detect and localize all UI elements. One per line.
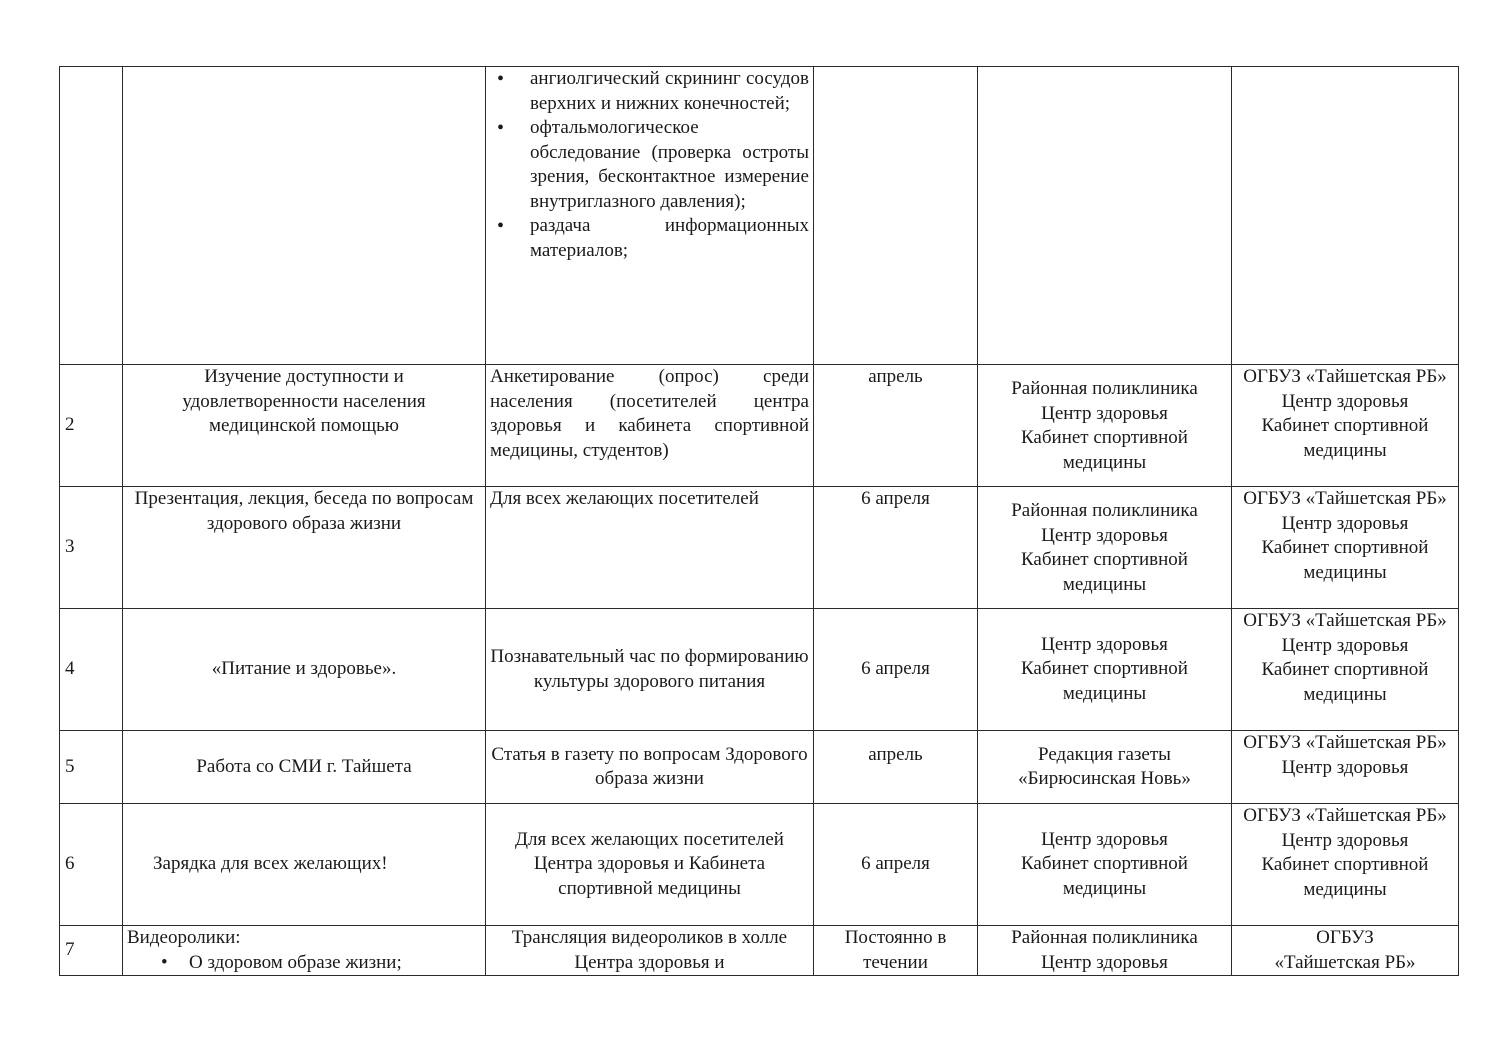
place-line: Районная поликлиника (1011, 378, 1198, 399)
responsible-line: Кабинет спортивной медицины (1261, 415, 1429, 461)
place-line: «Бирюсинская Новь» (1018, 768, 1191, 789)
date-cell: Постоянно в течении (814, 926, 978, 976)
table-row (60, 926, 1459, 976)
responsible-line: Кабинет спортивной медицины (1261, 659, 1429, 705)
responsible-cell (1232, 804, 1459, 926)
table-row (60, 609, 1459, 731)
date-cell: 6 апреля (814, 804, 978, 926)
table-row (60, 804, 1459, 926)
responsible-cell (1232, 609, 1459, 731)
event-plan-table (59, 66, 1459, 976)
content-cell: Трансляция видеороликов в холле Центра здоровья и (486, 926, 814, 976)
content-cell: Анкетирование (опрос) среди населения (посетителей центра здоровья и кабинета спортивной медицины, студентов) (486, 365, 814, 487)
table-row (60, 365, 1459, 487)
content-cell: Статья в газету по вопросам Здорового образа жизни (486, 731, 814, 804)
list-item: • офтальмологическое обследование (проверка остроты зрения, бесконтактное измерение внутриглазного давления); (530, 116, 809, 214)
row-number: 6 (60, 804, 123, 926)
event-list (127, 951, 481, 976)
date-cell: апрель (814, 365, 978, 487)
place-cell (978, 926, 1232, 976)
table-row (60, 67, 1459, 365)
place-cell (978, 365, 1232, 487)
row-number: 4 (60, 609, 123, 731)
event-cell: Зарядка для всех желающих! (123, 804, 486, 926)
list-item: • ангиолгический скрининг сосудов верхних и нижних конечностей; (530, 67, 809, 116)
row-number: 5 (60, 731, 123, 804)
content-cell: Для всех желающих посетителей (486, 487, 814, 609)
date-cell: апрель (814, 731, 978, 804)
responsible-line: ОГБУЗ «Тайшетская РБ» (1243, 366, 1447, 387)
responsible-line: Кабинет спортивной медицины (1261, 537, 1429, 583)
responsible-line: Центр здоровья (1281, 829, 1409, 851)
responsible-line: Центр здоровья (1281, 512, 1409, 534)
place-line: Центр здоровья (1041, 828, 1168, 850)
row-number: 7 (60, 926, 123, 976)
event-cell: «Питание и здоровье». (123, 609, 486, 731)
place-line: Районная поликлиника (1011, 927, 1198, 948)
responsible-cell (1232, 926, 1459, 976)
place-line: Редакция газеты (1038, 743, 1171, 765)
responsible-line: ОГБУЗ «Тайшетская РБ» (1243, 488, 1447, 509)
date-cell: 6 апреля (814, 609, 978, 731)
event-cell: Изучение доступности и удовлетворенности населения медицинской помощью (123, 365, 486, 487)
responsible-line: «Тайшетская РБ» (1274, 951, 1416, 973)
responsible-line: Центр здоровья (1281, 756, 1409, 778)
place-line: Центр здоровья (1041, 524, 1168, 546)
responsible-cell (1232, 731, 1459, 804)
table-row (60, 487, 1459, 609)
place-cell (978, 487, 1232, 609)
place-cell (978, 609, 1232, 731)
place-line: Кабинет спортивной медицины (1021, 427, 1188, 473)
table-row (60, 731, 1459, 804)
event-cell: Работа со СМИ г. Тайшета (123, 731, 486, 804)
responsible-line: Центр здоровья (1281, 390, 1409, 412)
content-cell: Познавательный час по формированию культуры здорового питания (486, 609, 814, 731)
responsible-line: ОГБУЗ (1316, 927, 1374, 948)
content-cell (486, 67, 814, 365)
list-item: • раздача информационных материалов; (530, 214, 809, 263)
responsible-cell (1232, 487, 1459, 609)
list-item: • О здоровом образе жизни; (189, 951, 481, 976)
responsible-cell (1232, 67, 1459, 365)
row-number: 3 (60, 487, 123, 609)
event-cell: Презентация, лекция, беседа по вопросам здорового образа жизни (123, 487, 486, 609)
row-number (60, 67, 123, 365)
place-line: Кабинет спортивной медицины (1021, 853, 1188, 899)
event-cell (123, 926, 486, 976)
responsible-line: Центр здоровья (1281, 634, 1409, 656)
place-cell (978, 67, 1232, 365)
event-heading: Видеоролики: (127, 927, 241, 948)
event-cell (123, 67, 486, 365)
responsible-line: ОГБУЗ «Тайшетская РБ» (1243, 732, 1447, 753)
place-line: Центр здоровья (1041, 402, 1168, 424)
place-line: Районная поликлиника (1011, 500, 1198, 521)
place-line: Кабинет спортивной медицины (1021, 549, 1188, 595)
place-cell (978, 731, 1232, 804)
content-cell: Для всех желающих посетителей Центра здоровья и Кабинета спортивной медицины (486, 804, 814, 926)
date-cell: 6 апреля (814, 487, 978, 609)
place-line: Центр здоровья (1041, 633, 1168, 655)
responsible-cell (1232, 365, 1459, 487)
content-list (490, 67, 809, 263)
place-cell (978, 804, 1232, 926)
responsible-line: ОГБУЗ «Тайшетская РБ» (1243, 610, 1447, 631)
row-number: 2 (60, 365, 123, 487)
responsible-line: Кабинет спортивной медицины (1261, 854, 1429, 900)
place-line: Центр здоровья (1041, 951, 1168, 973)
place-line: Кабинет спортивной медицины (1021, 658, 1188, 704)
responsible-line: ОГБУЗ «Тайшетская РБ» (1243, 805, 1447, 826)
date-cell (814, 67, 978, 365)
